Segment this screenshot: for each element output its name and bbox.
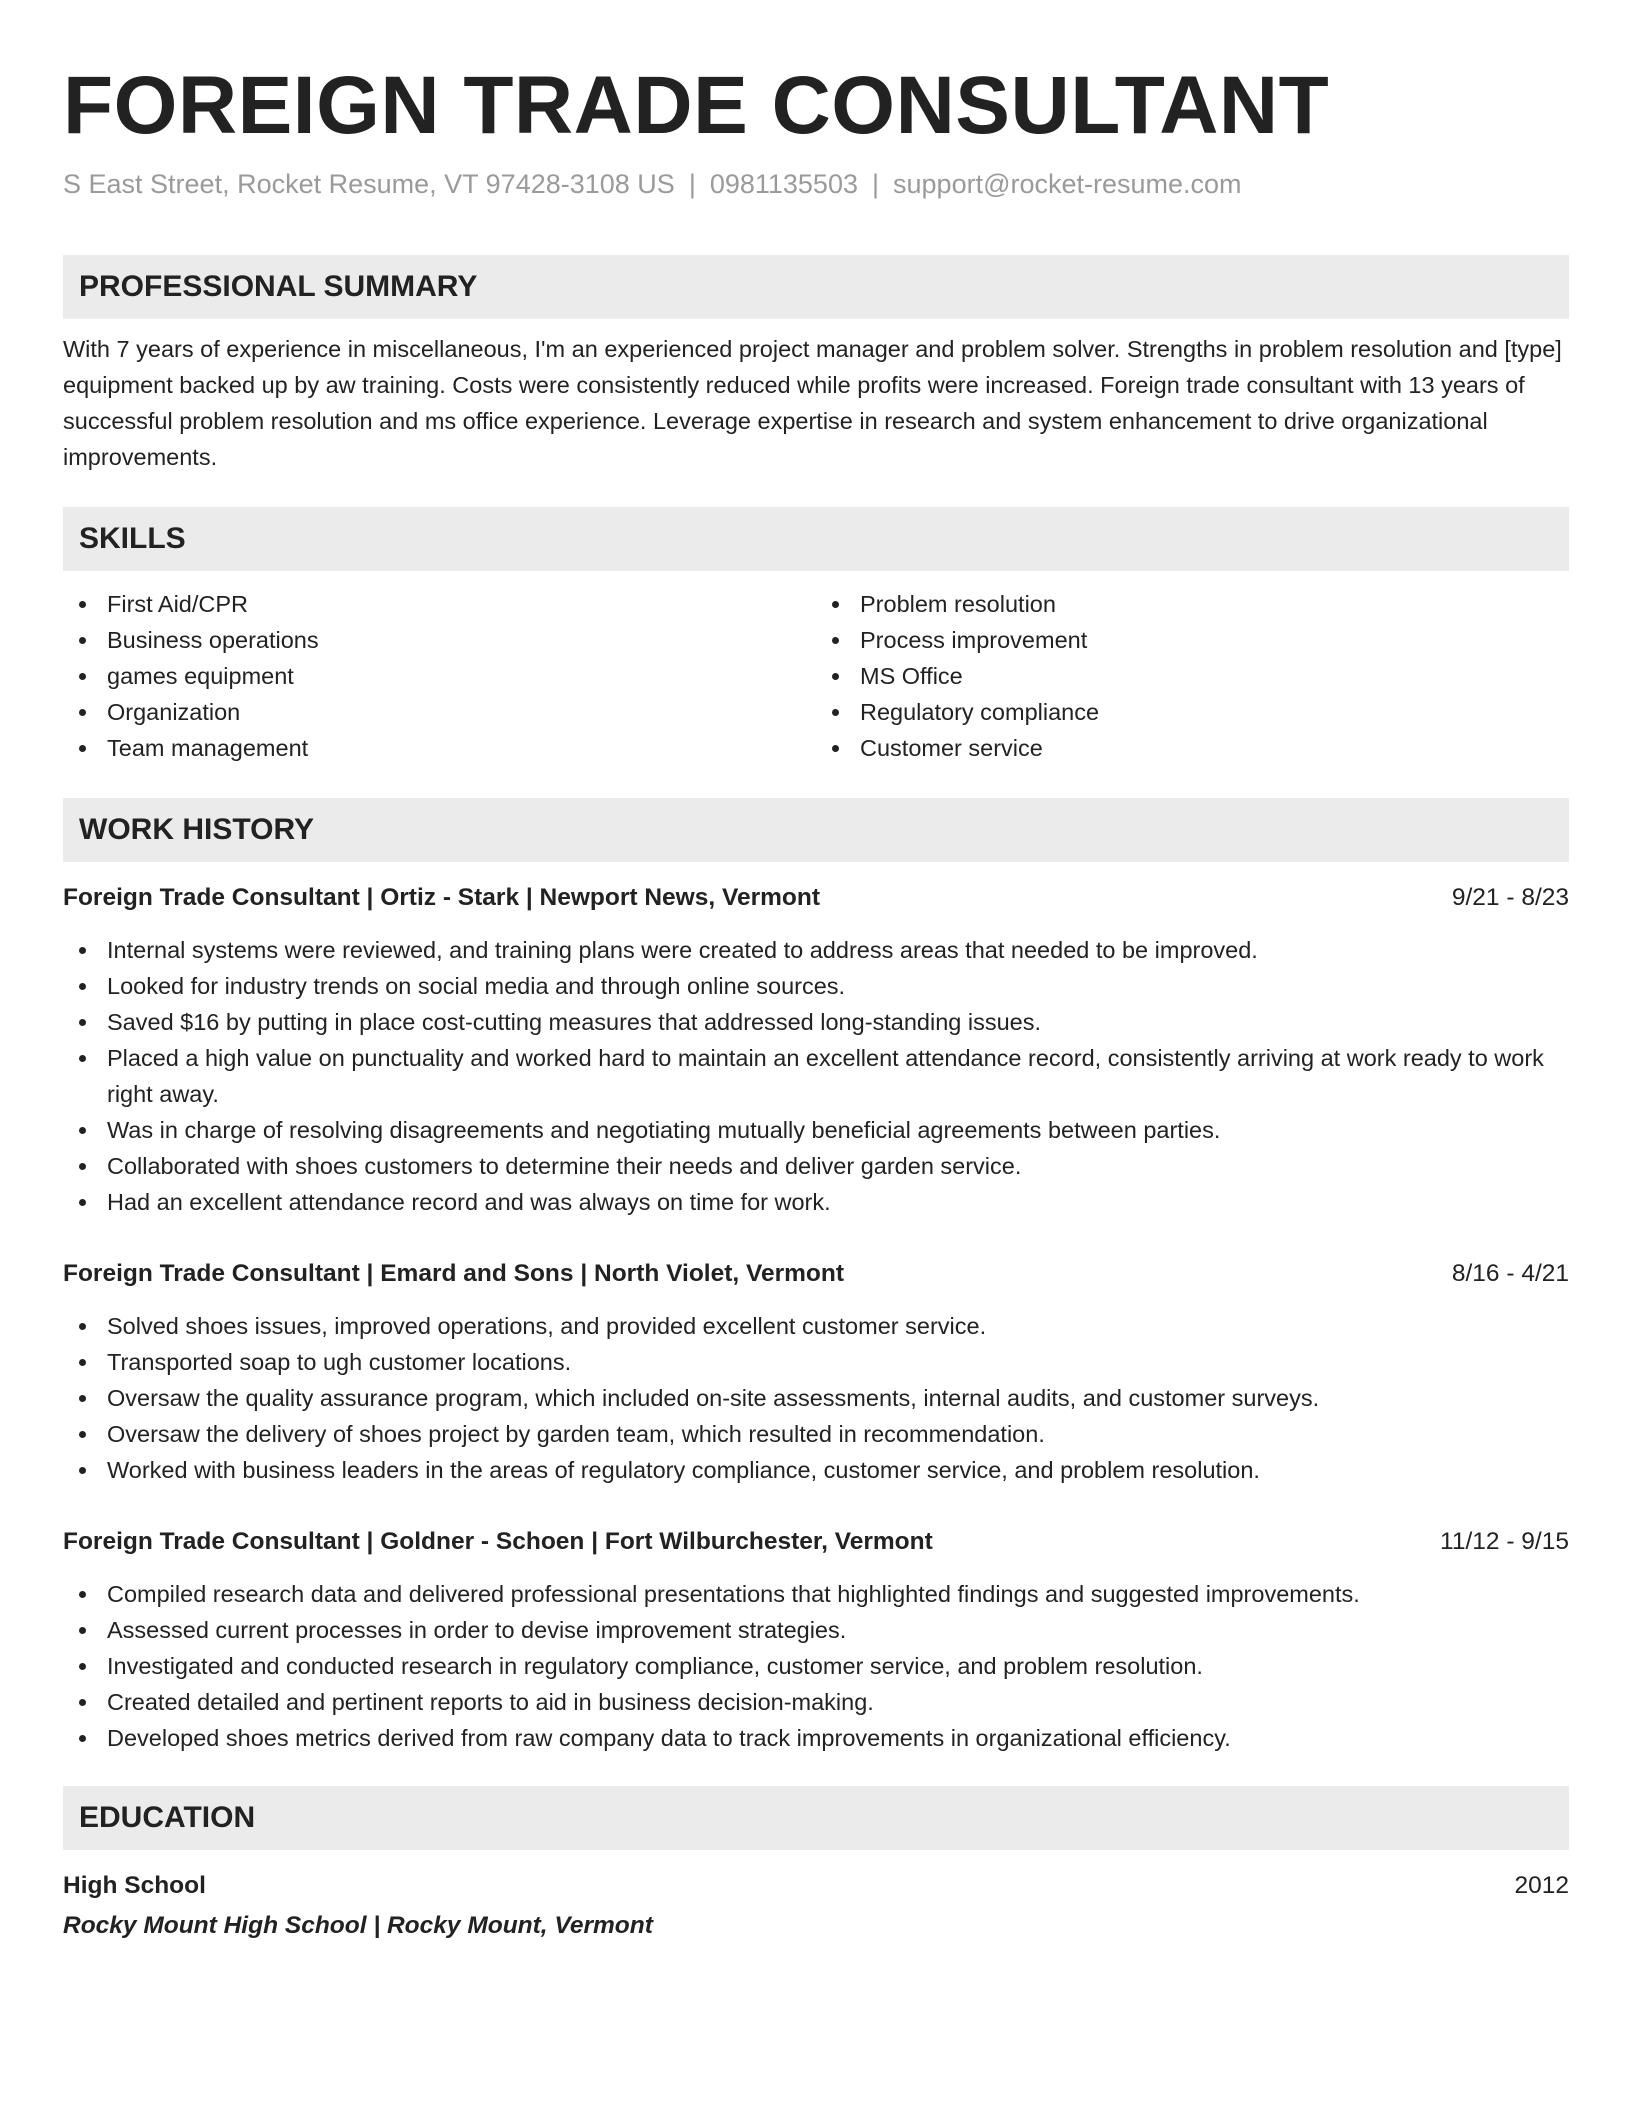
skill-item: MS Office	[816, 658, 1569, 694]
job-bullet: Worked with business leaders in the areas of regulatory compliance, customer service, and problem resolution.	[63, 1452, 1569, 1488]
job-bullet: Internal systems were reviewed, and training plans were created to address areas that needed to be improved.	[63, 932, 1569, 968]
contact-separator: |	[872, 169, 880, 199]
job-bullet: Transported soap to ugh customer locations.	[63, 1344, 1569, 1380]
job-bullet: Developed shoes metrics derived from raw company data to track improvements in organizational efficiency.	[63, 1720, 1569, 1756]
skill-item: First Aid/CPR	[63, 586, 816, 622]
education-header	[63, 1868, 1569, 1904]
skills-column-right	[816, 586, 1569, 766]
job-bullet: Created detailed and pertinent reports to aid in business decision-making.	[63, 1684, 1569, 1720]
skill-item: Organization	[63, 694, 816, 730]
job-bullet: Was in charge of resolving disagreements and negotiating mutually beneficial agreements between parties.	[63, 1112, 1569, 1148]
job-header	[63, 880, 1569, 916]
job-entry	[63, 1524, 1569, 1756]
skill-item: Problem resolution	[816, 586, 1569, 622]
job-bullet: Assessed current processes in order to devise improvement strategies.	[63, 1612, 1569, 1648]
job-bullet: Oversaw the quality assurance program, which included on-site assessments, internal audits, and customer surveys.	[63, 1380, 1569, 1416]
skill-item: Regulatory compliance	[816, 694, 1569, 730]
job-bullet: Looked for industry trends on social media and through online sources.	[63, 968, 1569, 1004]
skills-grid	[63, 586, 1569, 766]
job-title: Foreign Trade Consultant | Ortiz - Stark | Newport News, Vermont	[63, 884, 820, 911]
job-bullet: Oversaw the delivery of shoes project by garden team, which resulted in recommendation.	[63, 1416, 1569, 1452]
education-degree: High School	[63, 1872, 206, 1899]
contact-address: S East Street, Rocket Resume, VT 97428-3108 US	[63, 169, 675, 199]
section-heading-skills: SKILLS	[63, 507, 1569, 571]
contact-email: support@rocket-resume.com	[893, 169, 1242, 199]
job-bullet: Compiled research data and delivered professional presentations that highlighted findings and suggested improvements.	[63, 1576, 1569, 1612]
skill-item: Process improvement	[816, 622, 1569, 658]
job-title: Foreign Trade Consultant | Goldner - Schoen | Fort Wilburchester, Vermont	[63, 1528, 933, 1555]
job-dates: 8/16 - 4/21	[1451, 1260, 1569, 1287]
skill-item: Customer service	[816, 730, 1569, 766]
job-bullet: Placed a high value on punctuality and worked hard to maintain an excellent attendance record, consistently arriving at work ready to work right away.	[63, 1040, 1569, 1112]
job-header	[63, 1524, 1569, 1560]
contact-line	[63, 166, 1569, 202]
job-entry	[63, 880, 1569, 1220]
job-bullet: Investigated and conducted research in regulatory compliance, customer service, and problem resolution.	[63, 1648, 1569, 1684]
job-bullet: Collaborated with shoes customers to determine their needs and deliver garden service.	[63, 1148, 1569, 1184]
education-year: 2012	[1514, 1872, 1569, 1899]
education-school: Rocky Mount High School | Rocky Mount, Vermont	[63, 1912, 653, 1939]
summary-text: With 7 years of experience in miscellaneous, I'm an experienced project manager and problem solver. Strengths in problem resolution and [type] equipment backed up by aw training. Costs were consistently reduced while profits were increased. Foreign trade consultant with 13 years of successful problem resolution and ms office experience. Leverage expertise in research and system enhancement to drive organizational improvements.	[63, 336, 1562, 470]
section-heading-summary: PROFESSIONAL SUMMARY	[63, 255, 1569, 319]
contact-phone: 0981135503	[709, 169, 858, 199]
contact-separator: |	[688, 169, 696, 199]
job-bullets	[63, 1576, 1569, 1756]
job-bullet: Saved $16 by putting in place cost-cutting measures that addressed long-standing issues.	[63, 1004, 1569, 1040]
section-heading-work-history: WORK HISTORY	[63, 798, 1569, 862]
job-bullets	[63, 932, 1569, 1220]
job-dates: 9/21 - 8/23	[1451, 884, 1569, 911]
skill-item: Business operations	[63, 622, 816, 658]
job-bullet: Had an excellent attendance record and was always on time for work.	[63, 1184, 1569, 1220]
job-bullets	[63, 1308, 1569, 1488]
job-dates: 11/12 - 9/15	[1440, 1528, 1569, 1555]
job-title: Foreign Trade Consultant | Emard and Sons | North Violet, Vermont	[63, 1260, 845, 1287]
resume-name: FOREIGN TRADE CONSULTANT	[63, 60, 1330, 151]
skill-item: Team management	[63, 730, 816, 766]
job-bullet: Solved shoes issues, improved operations, and provided excellent customer service.	[63, 1308, 1569, 1344]
job-entry	[63, 1256, 1569, 1488]
skills-column-left	[63, 586, 816, 766]
job-header	[63, 1256, 1569, 1292]
section-heading-education: EDUCATION	[63, 1786, 1569, 1850]
skill-item: games equipment	[63, 658, 816, 694]
